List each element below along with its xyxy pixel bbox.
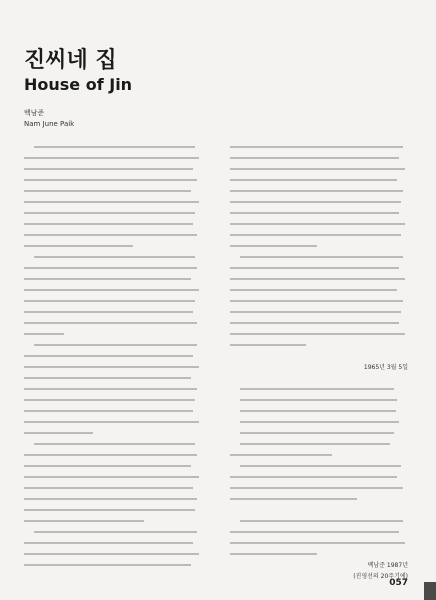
illegible-line-marker <box>24 527 206 538</box>
illegible-line-marker <box>24 560 206 571</box>
illegible-line-marker <box>24 450 206 461</box>
illegible-line-marker <box>24 241 206 252</box>
illegible-line-marker <box>24 406 206 417</box>
illegible-line-marker <box>24 219 206 230</box>
illegible-line-marker <box>230 142 412 153</box>
illegible-line-marker <box>230 285 412 296</box>
illegible-line-marker <box>24 461 206 472</box>
illegible-line-marker <box>24 296 206 307</box>
illegible-line-marker <box>24 428 206 439</box>
illegible-line-marker <box>230 263 412 274</box>
illegible-line-marker <box>230 494 412 505</box>
illegible-line-marker <box>230 230 412 241</box>
illegible-line-marker <box>24 505 206 516</box>
illegible-line-marker <box>230 186 412 197</box>
illegible-line-marker <box>24 549 206 560</box>
illegible-line-marker <box>230 252 412 263</box>
title-english: House of Jin <box>24 75 133 95</box>
illegible-line-marker <box>230 329 412 340</box>
illegible-line-marker <box>230 472 412 483</box>
illegible-line-marker <box>230 208 412 219</box>
illegible-line-marker <box>24 142 206 153</box>
illegible-line-marker <box>230 450 412 461</box>
illegible-line-marker <box>24 208 206 219</box>
illegible-line-marker <box>24 351 206 362</box>
illegible-line-marker <box>230 428 412 439</box>
illegible-line-marker <box>24 340 206 351</box>
illegible-line-marker <box>230 318 412 329</box>
right-column <box>230 142 412 582</box>
illegible-line-marker <box>24 483 206 494</box>
illegible-line-marker <box>230 153 412 164</box>
illegible-line-marker <box>230 483 412 494</box>
page-number: 057 <box>389 578 408 588</box>
illegible-line-marker <box>230 461 412 472</box>
illegible-line-marker <box>230 406 412 417</box>
illegible-line-marker <box>24 439 206 450</box>
illegible-line-marker <box>230 274 412 285</box>
illegible-line-marker <box>230 340 412 351</box>
illegible-line-marker <box>230 175 412 186</box>
illegible-line-marker <box>230 384 412 395</box>
illegible-line-marker <box>24 230 206 241</box>
illegible-line-marker <box>24 175 206 186</box>
illegible-line-marker <box>24 373 206 384</box>
signoff-note: (진영선의 20주기에) <box>353 573 408 580</box>
illegible-line-marker <box>24 307 206 318</box>
illegible-line-marker <box>24 274 206 285</box>
illegible-line-marker <box>24 494 206 505</box>
illegible-line-marker <box>24 153 206 164</box>
illegible-line-marker <box>230 164 412 175</box>
illegible-line-marker <box>230 417 412 428</box>
illegible-line-marker <box>230 296 412 307</box>
illegible-line-marker <box>230 241 412 252</box>
illegible-line-marker <box>24 252 206 263</box>
left-column <box>24 142 206 571</box>
illegible-line-marker <box>230 307 412 318</box>
page-edge-tab <box>424 582 436 600</box>
illegible-line-marker <box>24 538 206 549</box>
illegible-line-marker <box>24 516 206 527</box>
author-english: Nam June Paik <box>24 120 75 128</box>
illegible-line-marker <box>24 318 206 329</box>
illegible-line-marker <box>230 197 412 208</box>
illegible-line-marker <box>24 417 206 428</box>
illegible-line-marker <box>230 538 412 549</box>
illegible-line-marker <box>24 395 206 406</box>
signoff-date: 1965년 3월 5일 <box>363 364 408 371</box>
illegible-line-marker <box>230 395 412 406</box>
author-block <box>24 108 74 130</box>
illegible-line-marker <box>230 527 412 538</box>
illegible-line-marker <box>24 472 206 483</box>
illegible-line-marker <box>24 285 206 296</box>
illegible-line-marker <box>24 197 206 208</box>
illegible-line-marker <box>230 219 412 230</box>
illegible-line-marker <box>24 384 206 395</box>
title-korean: 진씨네 집 <box>24 47 117 73</box>
illegible-line-marker <box>24 164 206 175</box>
signoff-author: 백남준 1987년 <box>367 562 408 569</box>
illegible-line-marker <box>230 439 412 450</box>
illegible-line-marker <box>230 516 412 527</box>
illegible-line-marker <box>24 362 206 373</box>
illegible-line-marker <box>24 263 206 274</box>
author-korean: 백남준 <box>24 109 45 117</box>
illegible-line-marker <box>24 186 206 197</box>
illegible-line-marker <box>24 329 206 340</box>
illegible-line-marker <box>230 549 412 560</box>
